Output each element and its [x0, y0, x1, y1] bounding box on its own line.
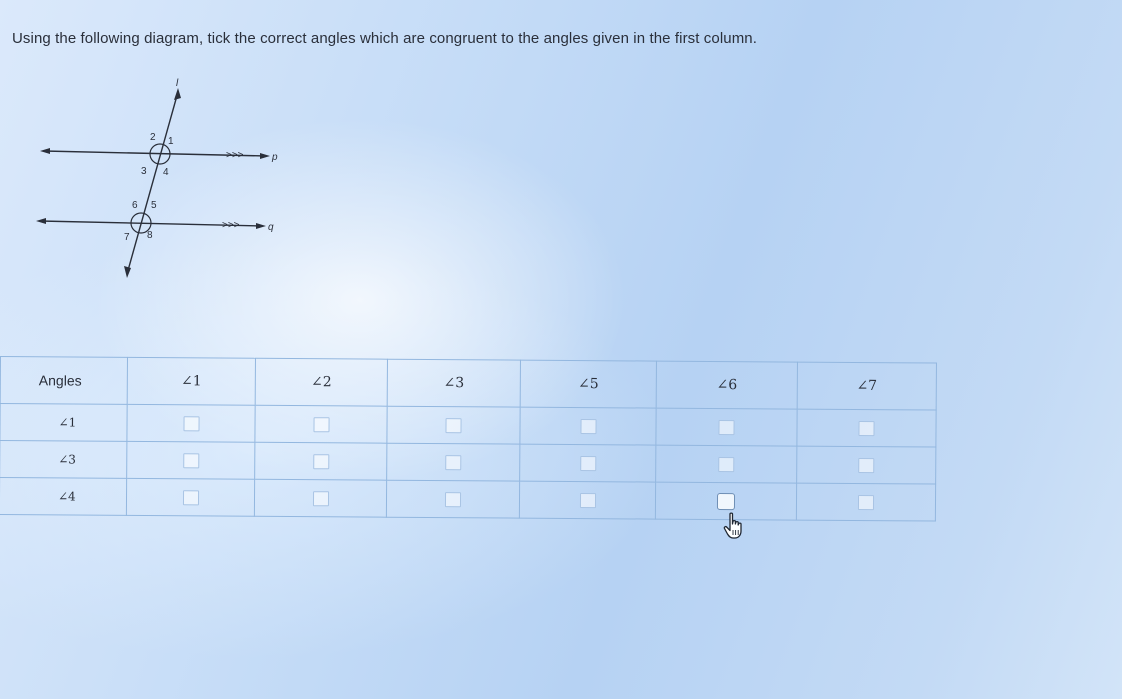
checkbox-angle4-vs-angle2[interactable]: [312, 492, 328, 507]
line-p-arrow-right: [260, 153, 270, 159]
angle-label-1: 1: [168, 136, 174, 147]
header-angle-3: ∠3: [387, 359, 520, 407]
header-angle-5: ∠5: [520, 360, 656, 408]
checkbox-angle3-vs-angle2[interactable]: [313, 455, 329, 470]
checkbox-angle3-vs-angle5[interactable]: [580, 456, 596, 471]
header-angles: Angles: [0, 357, 127, 405]
line-p-arrow-left: [40, 148, 50, 154]
cell: [797, 409, 936, 447]
cell: [387, 443, 520, 481]
cell: [655, 482, 796, 520]
checkbox-angle1-vs-angle5[interactable]: [580, 419, 596, 434]
row-label-angle-3: ∠3: [0, 441, 127, 479]
table-row: [0, 478, 936, 522]
checkbox-angle1-vs-angle2[interactable]: [313, 418, 329, 433]
angle-label-7: 7: [124, 232, 130, 243]
checkbox-angle3-vs-angle1[interactable]: [183, 454, 199, 469]
cell: [126, 478, 254, 516]
cell: [255, 405, 387, 443]
cell: [520, 444, 656, 482]
transversal-label: l: [176, 78, 179, 89]
checkbox-angle3-vs-angle3[interactable]: [445, 456, 461, 471]
cell: [127, 404, 255, 442]
angle-label-6: 6: [132, 200, 138, 211]
checkbox-angle1-vs-angle6[interactable]: [718, 420, 734, 435]
checkbox-angle4-vs-angle6[interactable]: [717, 493, 735, 510]
transversal-arrow-top: [174, 88, 181, 100]
question-instruction: Using the following diagram, tick the correct angles which are congruent to the angles given in the first column.: [12, 30, 758, 47]
line-q-parallel-marks: >>>: [222, 220, 240, 231]
parallel-lines-diagram: [30, 78, 290, 288]
angle-label-2: 2: [150, 132, 156, 143]
row-label-angle-4: ∠4: [0, 478, 127, 516]
angle-label-4: 4: [163, 167, 169, 178]
cell: [520, 407, 656, 445]
cell: [797, 446, 936, 484]
angle-label-8: 8: [147, 230, 153, 241]
checkbox-angle4-vs-angle1[interactable]: [182, 491, 198, 506]
checkbox-angle1-vs-angle3[interactable]: [445, 419, 461, 434]
transversal-line: [127, 92, 178, 274]
header-angle-1: ∠1: [127, 357, 255, 405]
checkbox-angle4-vs-angle5[interactable]: [579, 493, 595, 508]
angle-label-3: 3: [141, 166, 147, 177]
checkbox-angle4-vs-angle7[interactable]: [858, 495, 874, 510]
checkbox-angle3-vs-angle6[interactable]: [718, 457, 734, 472]
cell: [254, 479, 386, 517]
header-angle-6: ∠6: [656, 361, 797, 409]
line-p-label: p: [272, 152, 278, 163]
header-angle-7: ∠7: [797, 362, 936, 410]
angle-label-5: 5: [151, 200, 157, 211]
cell: [387, 406, 520, 444]
line-q-arrow-right: [256, 223, 266, 229]
cell: [386, 480, 519, 518]
cell: [519, 481, 655, 519]
checkbox-angle4-vs-angle3[interactable]: [445, 493, 461, 508]
row-label-angle-1: ∠1: [0, 404, 127, 442]
line-p-parallel-marks: >>>: [226, 150, 244, 161]
line-q-arrow-left: [36, 218, 46, 224]
cell: [255, 442, 387, 480]
congruent-angles-table: [0, 356, 937, 522]
cell: [796, 483, 935, 521]
cell: [656, 445, 797, 483]
header-angle-2: ∠2: [255, 358, 387, 406]
checkbox-angle1-vs-angle7[interactable]: [858, 421, 874, 436]
checkbox-angle1-vs-angle1[interactable]: [183, 417, 199, 432]
transversal-arrow-bottom: [124, 266, 131, 278]
table-header-row: [0, 357, 936, 411]
checkbox-angle3-vs-angle7[interactable]: [858, 458, 874, 473]
cell: [656, 408, 797, 446]
cell: [127, 441, 255, 479]
line-q-label: q: [268, 222, 274, 233]
